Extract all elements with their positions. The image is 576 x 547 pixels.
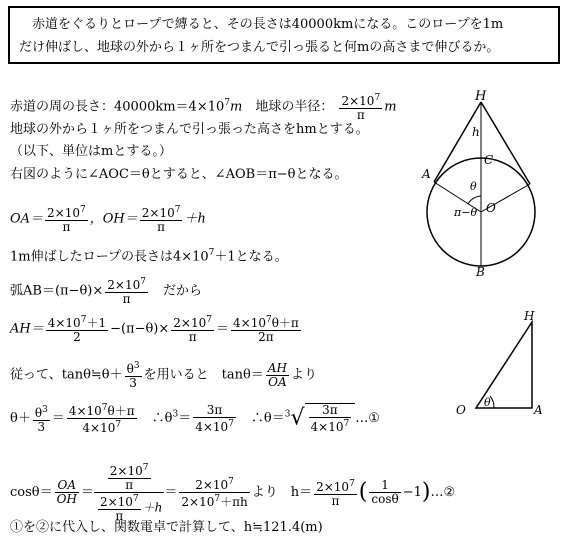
solution-line-1: 赤道の周の長さ：$40000km=4\times 10^7m$ 地球の半径： $\frac{2\times 10^7}{\pi}$ m — [10, 93, 397, 122]
problem-line-2: だけ伸ばし、地球の外から１ヶ所をつまんで引っ張ると何mの高さまで伸びるか。 — [19, 40, 500, 55]
circle-diagram — [420, 84, 570, 280]
rope-line-left — [434, 102, 481, 182]
label-a-triangle: A — [534, 403, 543, 417]
solution-line-8: AH＝ $\frac{4\times 10^7+1}{2}$ −(π−θ)× $\frac{2\times 10^7}{\pi}$ ＝ $\frac{4\times 10^7\theta+\pi}{2\pi}$ — [10, 315, 299, 344]
label-o-triangle: O — [456, 403, 466, 417]
label-b: B — [476, 265, 485, 279]
solution-line-3: （以下、単位はmとする。） — [10, 144, 172, 159]
label-theta: θ — [470, 180, 477, 193]
solution-line-9: 従って、tanθ≒θ＋ $\frac{\theta^3}{3}$ を用いると tanθ＝ $\frac{AH}{OA}$ より — [10, 360, 317, 390]
label-o: O — [486, 201, 496, 215]
solution-line-11: cosθ＝ $\frac{OA}{OH}$ ＝ $\frac{2\times 10^7}{\pi}$ $\frac{2\times 10^7}{\pi}$ ＋h ＝ $\frac{2\times 10^7}{2\times 10^7+\pi h}$ より h＝ $\frac{2\times 10^7}{\pi}$ ( $\frac{1}{\cos\theta}$ −1)…② — [10, 463, 456, 523]
solution-line-2: 地球の外から１ヶ所をつまんで引っ張った高さをhmとする。 — [10, 122, 369, 137]
problem-line-1: 赤道をぐるりとロープで縛ると、その長さは40000kmになる。このロープを1m — [19, 17, 504, 32]
solution-line-7: 弧AB＝(π−θ)× $\frac{2\times 10^7}{\pi}$ だから — [10, 277, 202, 306]
solution-line-6: 1m伸ばしたロープの長さは$4\times 10^7+1$となる。 — [10, 248, 288, 265]
label-pi-minus-theta: π−θ — [454, 206, 478, 219]
radius-fraction: $\frac{2\times 10^7}{\pi}$ — [341, 93, 381, 122]
label-c: C — [484, 153, 494, 167]
rope-line-right — [481, 102, 530, 184]
triangle-diagram — [452, 310, 552, 422]
solution-line-5: OA＝ $\frac{2\times 10^7}{\pi}$ ，OH＝ $\frac{2\times 10^7}{\pi}$ ＋h — [10, 205, 206, 234]
label-h: H — [524, 310, 535, 323]
theta-arc — [468, 196, 481, 204]
solution-line-12: ①を②に代入し、関数電卓で計算して、h≒121.4(m) — [10, 520, 323, 535]
label-h-length: h — [472, 125, 480, 139]
solution-line-10: θ＋ $\frac{\theta^3}{3}$ ＝ $\frac{4\times 10^7\theta+\pi}{4\times 10^7}$ $\therefore\theta^3=$ $\frac{3\pi}{4\times 10^7}$ ∴θ＝$^3$√ $\frac{3\pi}{4\times 10^7}$ …① — [10, 402, 380, 435]
solution-line-4: 右図のように∠AOC＝θとすると、∠AOB＝π−θとなる。 — [10, 167, 348, 182]
problem-box — [8, 6, 560, 64]
label-theta-triangle: θ — [484, 396, 491, 409]
label-h-point: H — [475, 89, 487, 104]
label-a: A — [422, 167, 431, 181]
